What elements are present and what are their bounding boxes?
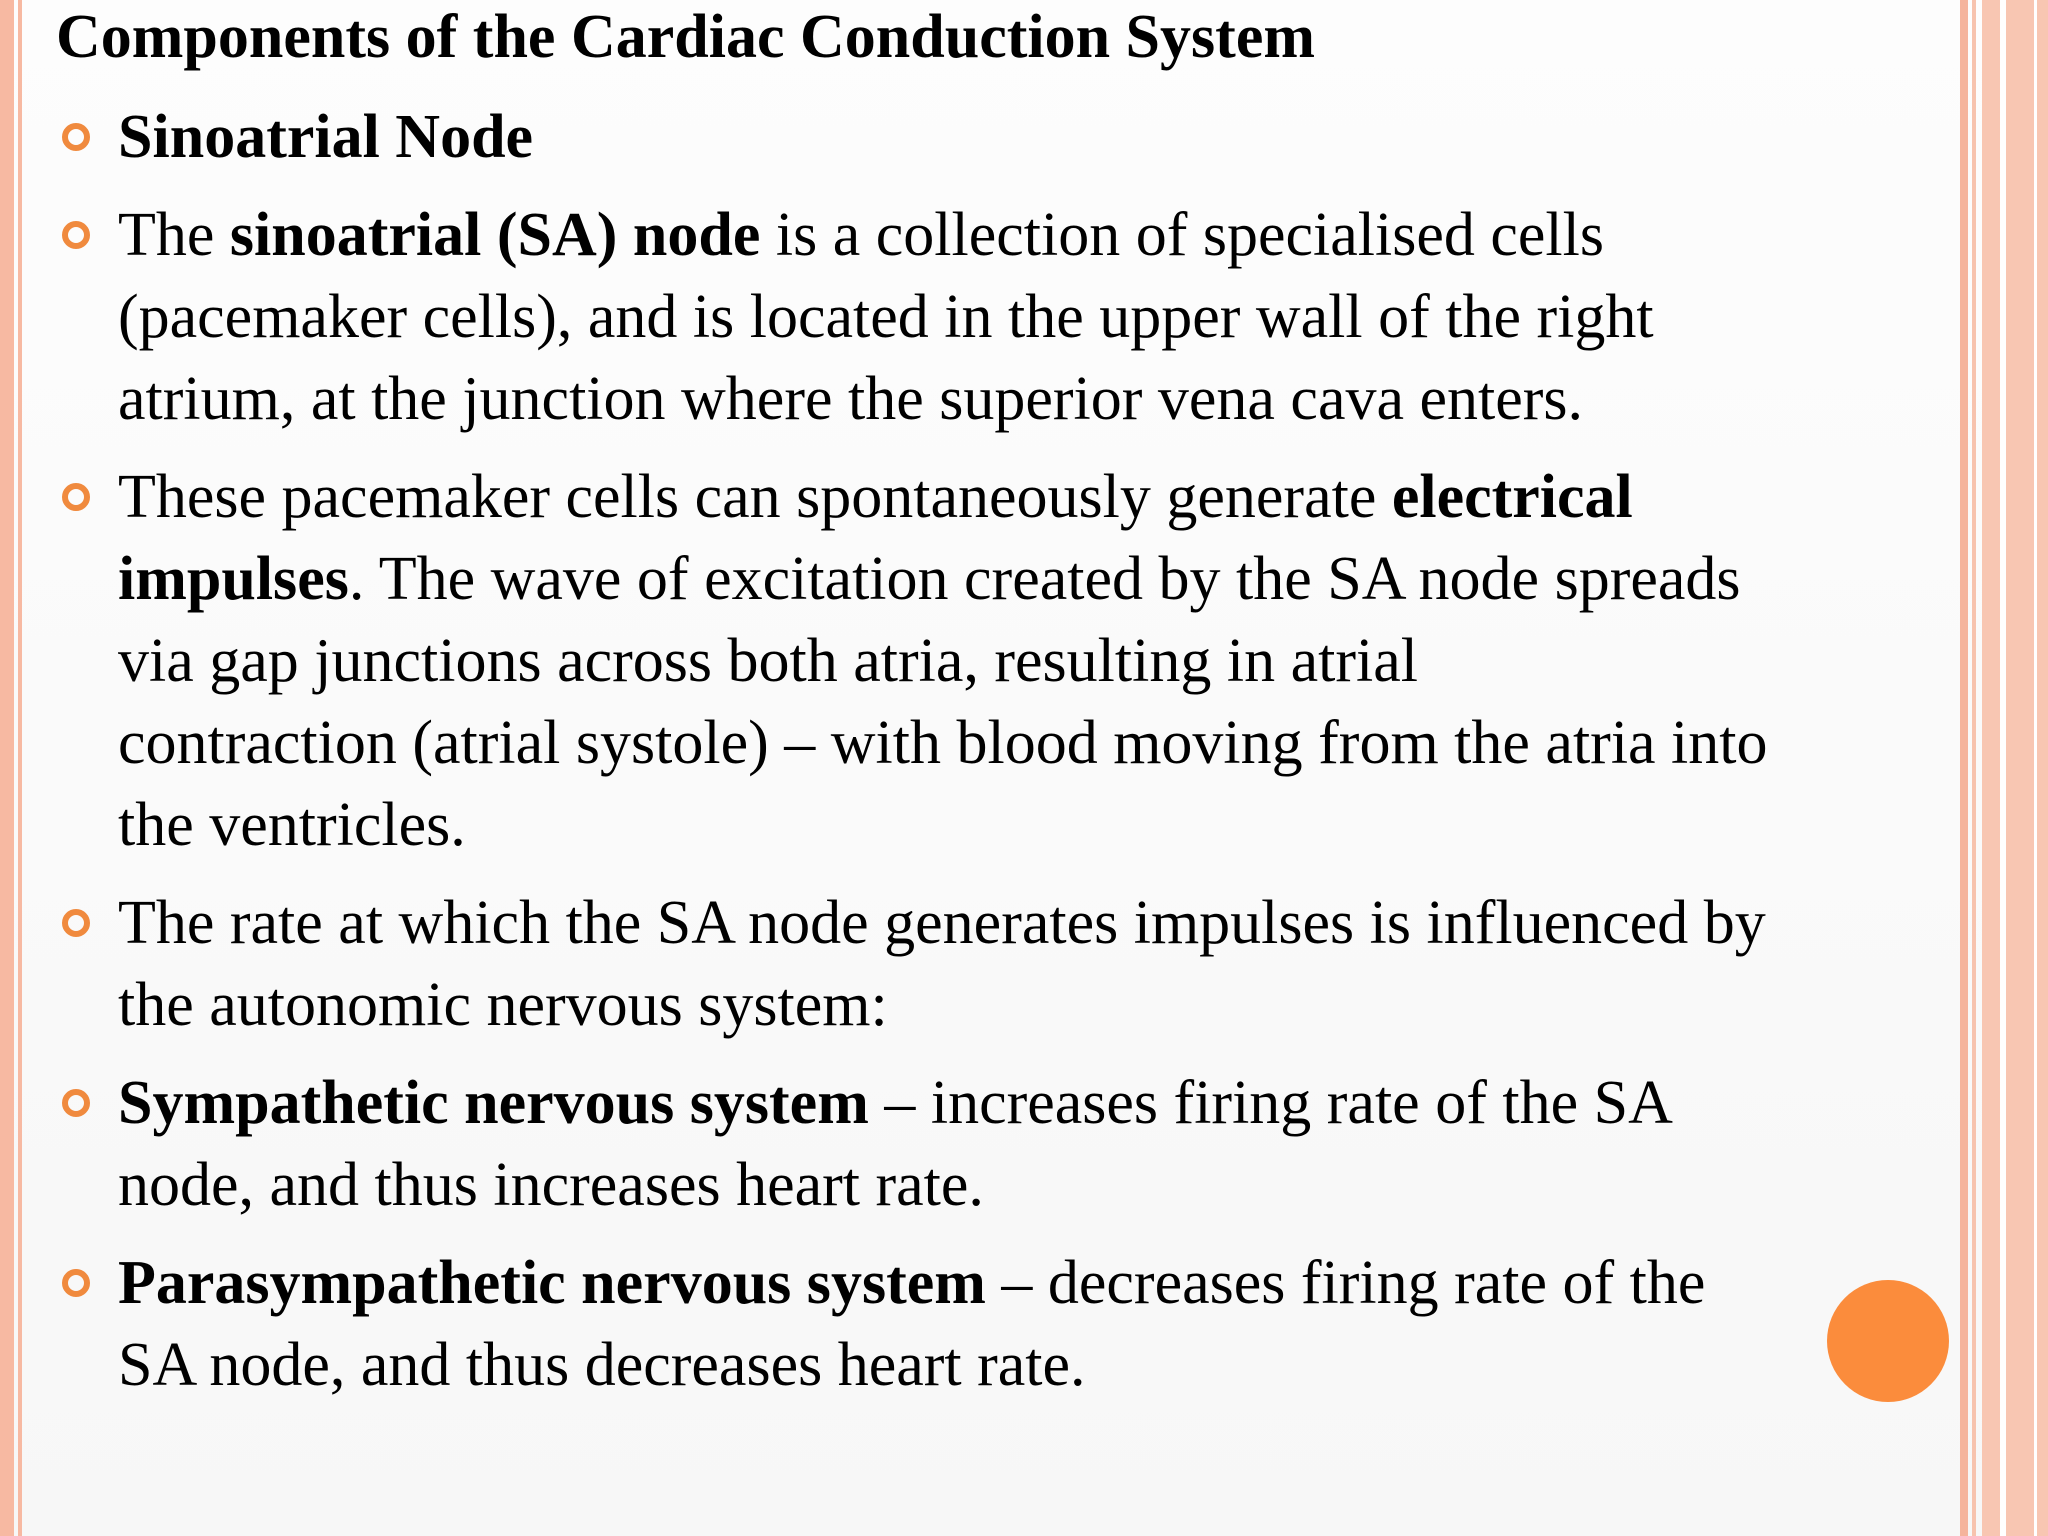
hollow-circle-bullet-icon bbox=[62, 221, 90, 249]
bullet-text-line: Sympathetic nervous system – increases firing rate of the SA bbox=[118, 1069, 1673, 1137]
bold-term: Parasympathetic nervous system bbox=[118, 1249, 986, 1317]
bullet-text-line: the ventricles. bbox=[118, 791, 466, 859]
hollow-circle-bullet-icon bbox=[62, 1089, 90, 1117]
bullet-text-line: (pacemaker cells), and is located in the upper wall of the right bbox=[118, 283, 1654, 351]
hollow-circle-bullet-icon bbox=[62, 123, 90, 151]
bold-term: sinoatrial (SA) node bbox=[229, 201, 761, 269]
right-border-stripe bbox=[1960, 0, 1968, 1536]
hollow-circle-bullet-icon bbox=[62, 909, 90, 937]
slide-title: Components of the Cardiac Conduction System bbox=[56, 3, 1315, 71]
right-border-gap bbox=[2000, 0, 2006, 1536]
bullet-text-line: The sinoatrial (SA) node is a collection of specialised cells bbox=[118, 201, 1604, 269]
bullet-item bbox=[56, 194, 1946, 440]
bullet-text-line: the autonomic nervous system: bbox=[118, 971, 888, 1039]
bullet-list bbox=[56, 96, 1946, 1422]
right-border-band bbox=[1982, 0, 2048, 1536]
bullet-item bbox=[56, 456, 1946, 866]
bullet-text-line: atrium, at the junction where the superior vena cava enters. bbox=[118, 365, 1584, 433]
bullet-heading: Sinoatrial Node bbox=[118, 103, 534, 171]
orange-circle-decoration bbox=[1827, 1280, 1949, 1402]
hollow-circle-bullet-icon bbox=[62, 483, 90, 511]
right-border-stripe-thin bbox=[1972, 0, 1976, 1536]
hollow-circle-bullet-icon bbox=[62, 1269, 90, 1297]
bullet-item bbox=[56, 882, 1946, 1046]
bold-term: electrical bbox=[1391, 463, 1633, 531]
bold-term: Sympathetic nervous system bbox=[118, 1069, 869, 1137]
bullet-item bbox=[56, 1062, 1946, 1226]
bullet-item bbox=[56, 96, 1946, 178]
left-border-stripe bbox=[0, 0, 14, 1536]
bullet-text-line: contraction (atrial systole) – with blood moving from the atria into bbox=[118, 709, 1768, 777]
bold-term: impulses bbox=[118, 545, 349, 613]
left-border-stripe-thin bbox=[18, 0, 22, 1536]
bullet-text-line: SA node, and thus decreases heart rate. bbox=[118, 1331, 1086, 1399]
bullet-text-line: via gap junctions across both atria, resulting in atrial bbox=[118, 627, 1418, 695]
bullet-text-line: These pacemaker cells can spontaneously generate electrical bbox=[118, 463, 1633, 531]
bullet-text-line: Parasympathetic nervous system – decreases firing rate of the bbox=[118, 1249, 1706, 1317]
bullet-item bbox=[56, 1242, 1946, 1406]
right-border-gap-thin bbox=[2034, 0, 2037, 1536]
bullet-text-line: node, and thus increases heart rate. bbox=[118, 1151, 984, 1219]
bullet-text-line: The rate at which the SA node generates impulses is influenced by bbox=[118, 889, 1766, 957]
bullet-text-line: impulses. The wave of excitation created by the SA node spreads bbox=[118, 545, 1741, 613]
